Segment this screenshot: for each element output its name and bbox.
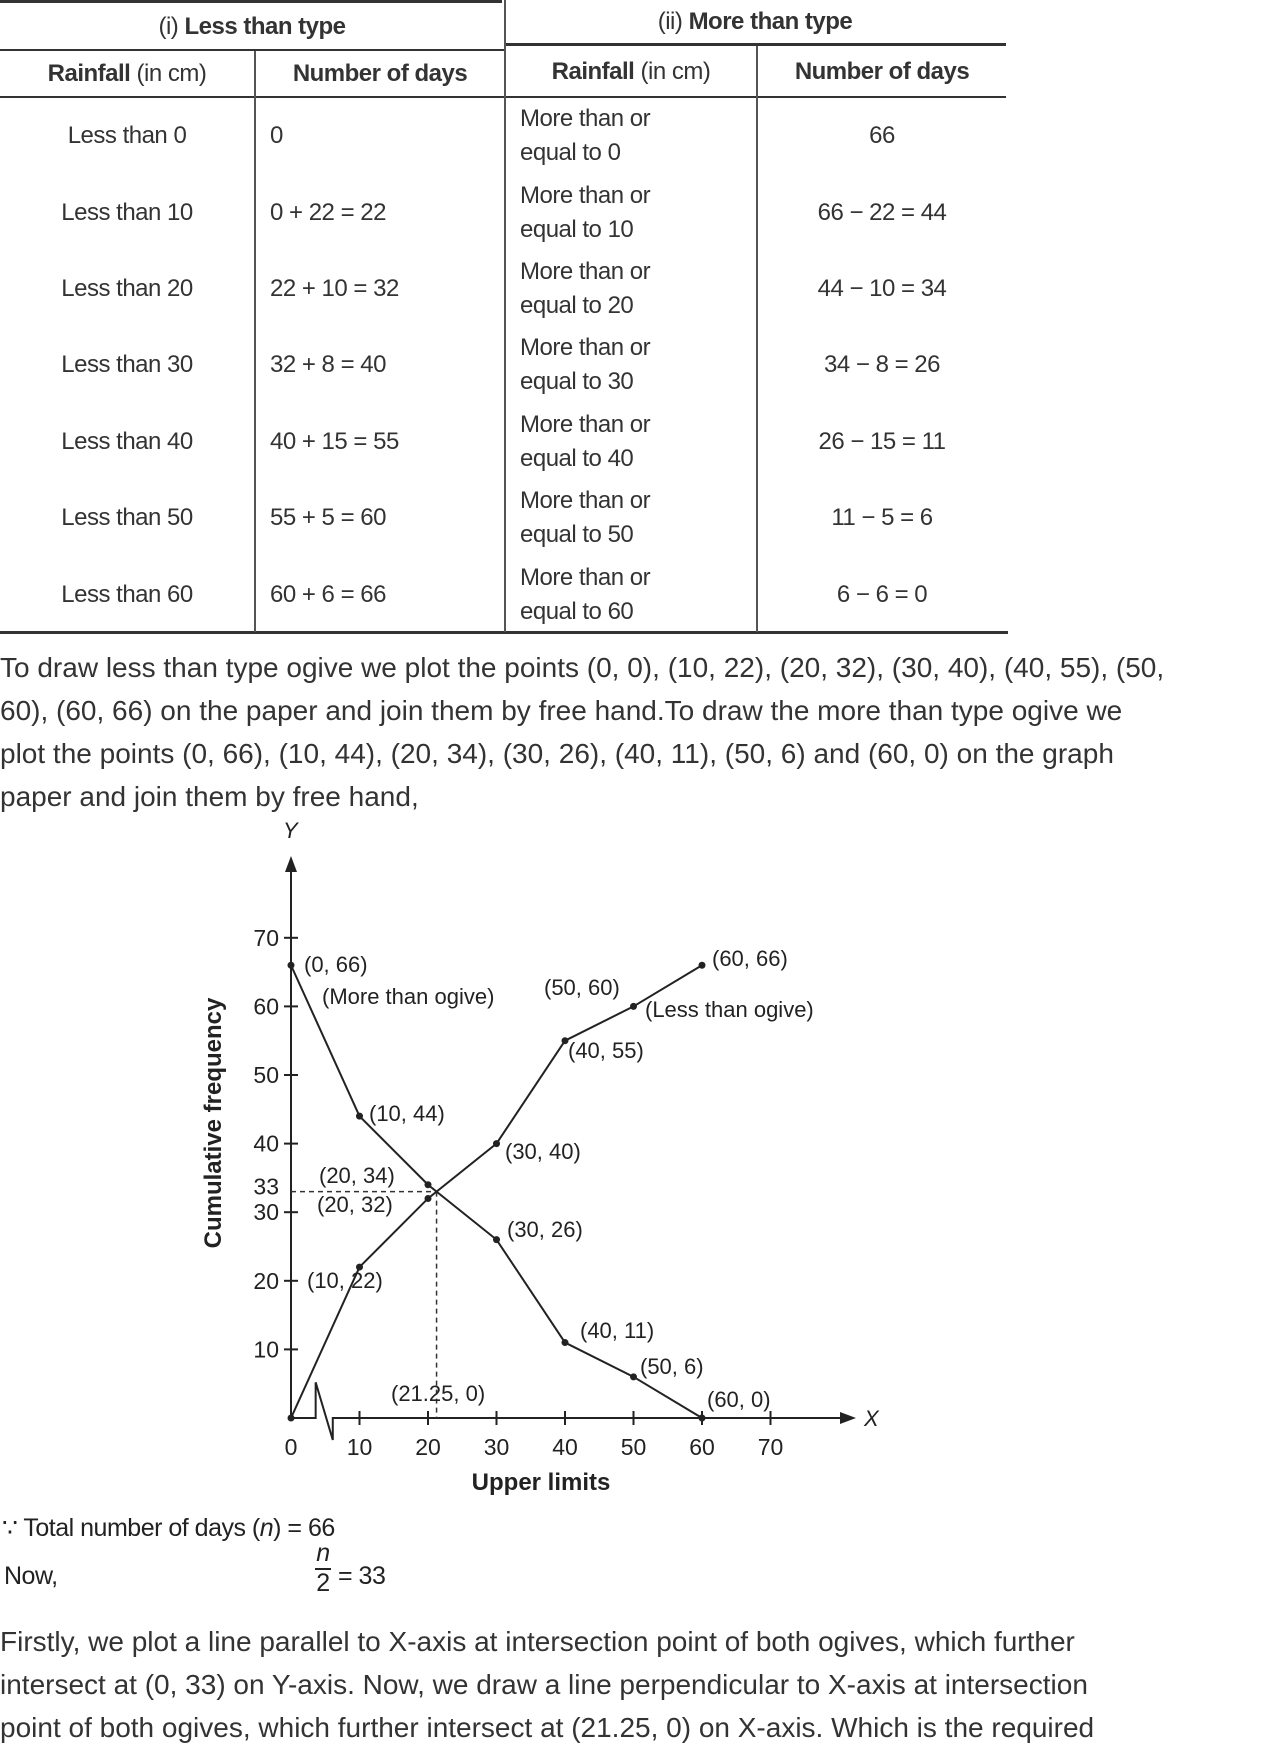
column-header-rest: (in cm): [130, 60, 207, 87]
total-suffix: ) = 66: [273, 1514, 335, 1542]
point-annotation: (30, 26): [507, 1217, 583, 1242]
more-than-point: [493, 1236, 500, 1243]
point-annotation: (21.25, 0): [391, 1381, 486, 1406]
lt-rainfall: Less than 10: [61, 198, 193, 226]
x-tick-label: 0: [284, 1434, 298, 1460]
more-than-point: [699, 1415, 706, 1422]
mt-days: 11 − 5 = 6: [831, 504, 933, 532]
point-annotation: (20, 32): [317, 1192, 393, 1217]
mt-rainfall-line1: More than or: [520, 410, 651, 438]
point-annotation: (60, 66): [712, 946, 788, 971]
x-tick-label: 70: [757, 1434, 784, 1460]
more-than-point: [562, 1339, 569, 1346]
less-than-point: [288, 1415, 295, 1422]
mt-rainfall-line2: equal to 10: [520, 215, 634, 243]
paragraph-line: paper and join them by free hand,: [0, 781, 419, 812]
n-symbol: n: [259, 1514, 274, 1542]
lt-days: 60 + 6 = 66: [270, 580, 386, 608]
mt-days: 26 − 15 = 11: [818, 427, 946, 455]
lt-days: 22 + 10 = 32: [270, 274, 399, 302]
y-tick-label: 60: [253, 993, 279, 1020]
less-than-point: [493, 1140, 500, 1147]
column-header-bold: Rainfall: [551, 58, 635, 85]
point-annotation: (More than ogive): [322, 984, 495, 1009]
mt-rainfall-line1: More than or: [520, 334, 651, 362]
fraction: [312, 1540, 334, 1596]
mt-rainfall-line1: More than or: [520, 181, 651, 209]
lt-days: 0: [270, 122, 283, 150]
point-annotation: (0, 66): [304, 952, 368, 977]
lt-rainfall: Less than 60: [61, 580, 193, 608]
mt-days: 6 − 6 = 0: [836, 580, 928, 608]
group-header-prefix: (i): [158, 13, 185, 40]
y-tick-label: 70: [253, 924, 279, 951]
mt-rainfall-line2: equal to 40: [520, 444, 634, 472]
mt-days: 66: [869, 122, 895, 150]
point-annotation: (Less than ogive): [645, 997, 814, 1022]
column-header-rest: (in cm): [634, 58, 711, 85]
lt-days: 0 + 22 = 22: [270, 198, 386, 226]
lt-rainfall: Less than 0: [67, 122, 187, 150]
mt-rainfall-line2: equal to 0: [520, 139, 621, 167]
paragraph-line: intersect at (0, 33) on Y-axis. Now, we draw a line perpendicular to X-axis at intersection: [0, 1669, 1088, 1700]
column-header-bold: Number of days: [292, 60, 468, 87]
column-header-bold: Number of days: [794, 58, 970, 85]
paragraph-line: Firstly, we plot a line parallel to X-axis at intersection point of both ogives, which further: [0, 1626, 1075, 1657]
lt-rainfall: Less than 30: [61, 351, 193, 379]
more-than-point: [356, 1113, 363, 1120]
y-axis-title: Cumulative frequency: [200, 997, 227, 1249]
lt-days: 55 + 5 = 60: [270, 504, 386, 532]
fraction-numerator: n: [316, 1539, 330, 1567]
y-tick-label: 30: [253, 1199, 279, 1226]
point-annotation: (20, 34): [319, 1163, 395, 1188]
x-axis-title: Upper limits: [471, 1469, 611, 1496]
more-than-point: [630, 1373, 637, 1380]
total-prefix: ∵ Total number of days (: [2, 1514, 260, 1542]
y-tick-label: 50: [253, 1062, 279, 1088]
point-annotation: (60, 0): [707, 1387, 771, 1412]
more-than-point: [288, 962, 295, 969]
fraction-result: = 33: [338, 1562, 386, 1590]
mt-rainfall-line1: More than or: [520, 105, 651, 133]
point-annotation: (40, 11): [580, 1318, 655, 1343]
group-header-title: Less than type: [184, 13, 346, 40]
less-than-point: [425, 1195, 432, 1202]
lt-rainfall: Less than 20: [61, 274, 193, 302]
mt-rainfall-line1: More than or: [520, 487, 651, 515]
point-annotation: (40, 55): [568, 1038, 644, 1063]
lt-days: 40 + 15 = 55: [270, 427, 399, 455]
point-annotation: (10, 44): [369, 1101, 445, 1126]
mt-rainfall-line2: equal to 50: [520, 521, 634, 549]
point-annotation: (50, 6): [640, 1354, 704, 1379]
x-tick-label: 30: [483, 1434, 510, 1460]
y-axis-arrow-icon: [285, 856, 297, 872]
x-axis-arrow-icon: [840, 1412, 856, 1424]
column-header-bold: Rainfall: [47, 60, 131, 87]
paragraph-line: point of both ogives, which further intersect at (21.25, 0) on X-axis. Which is the required: [0, 1712, 1095, 1743]
total-days-line: [2, 1513, 335, 1543]
paragraph-line: To draw less than type ogive we plot the points (0, 0), (10, 22), (20, 32), (30, 40), (40, 55), (50,: [0, 652, 1165, 683]
group-header-prefix: (ii): [657, 8, 689, 35]
mt-rainfall-line2: equal to 20: [520, 291, 634, 319]
x-tick-label: 10: [346, 1434, 373, 1460]
y-axis-letter: Y: [283, 818, 298, 843]
y-tick-label: 10: [253, 1336, 279, 1363]
lt-rainfall: Less than 40: [61, 427, 193, 455]
mt-rainfall-line2: equal to 60: [520, 597, 634, 625]
more-than-point: [425, 1181, 432, 1188]
fraction-denominator: 2: [316, 1569, 330, 1597]
x-tick-label: 60: [689, 1434, 715, 1460]
paragraph-line: plot the points (0, 66), (10, 44), (20, 34), (30, 26), (40, 11), (50, 6) and (60, 0) on the graph: [0, 738, 1114, 769]
mt-rainfall-line1: More than or: [520, 563, 651, 591]
paragraph-line: 60), (60, 66) on the paper and join them by free hand.To draw the more than type ogive we: [0, 695, 1123, 726]
x-tick-label: 50: [620, 1434, 647, 1460]
y-tick-label: 40: [253, 1130, 279, 1157]
less-than-point: [630, 1003, 637, 1010]
mt-days: 66 − 22 = 44: [817, 198, 947, 226]
group-header-title: More than type: [688, 8, 853, 35]
point-annotation: (50, 60): [544, 975, 620, 1000]
point-annotation: (10, 22): [307, 1268, 383, 1293]
now-label: Now,: [4, 1562, 58, 1590]
lt-rainfall: Less than 50: [61, 504, 193, 532]
x-axis-letter: X: [864, 1406, 879, 1431]
point-annotation: (30, 40): [505, 1139, 581, 1164]
x-tick-label: 40: [552, 1434, 578, 1460]
y-tick-label: 20: [253, 1267, 279, 1294]
mt-rainfall-line2: equal to 30: [520, 368, 634, 396]
mt-days: 44 − 10 = 34: [817, 274, 947, 302]
y-tick-label-33: 33: [253, 1173, 279, 1200]
less-than-point: [699, 962, 706, 969]
mt-days: 34 − 8 = 26: [824, 351, 940, 379]
lt-days: 32 + 8 = 40: [270, 351, 386, 379]
mt-rainfall-line1: More than or: [520, 257, 651, 285]
x-tick-label: 20: [415, 1434, 441, 1460]
